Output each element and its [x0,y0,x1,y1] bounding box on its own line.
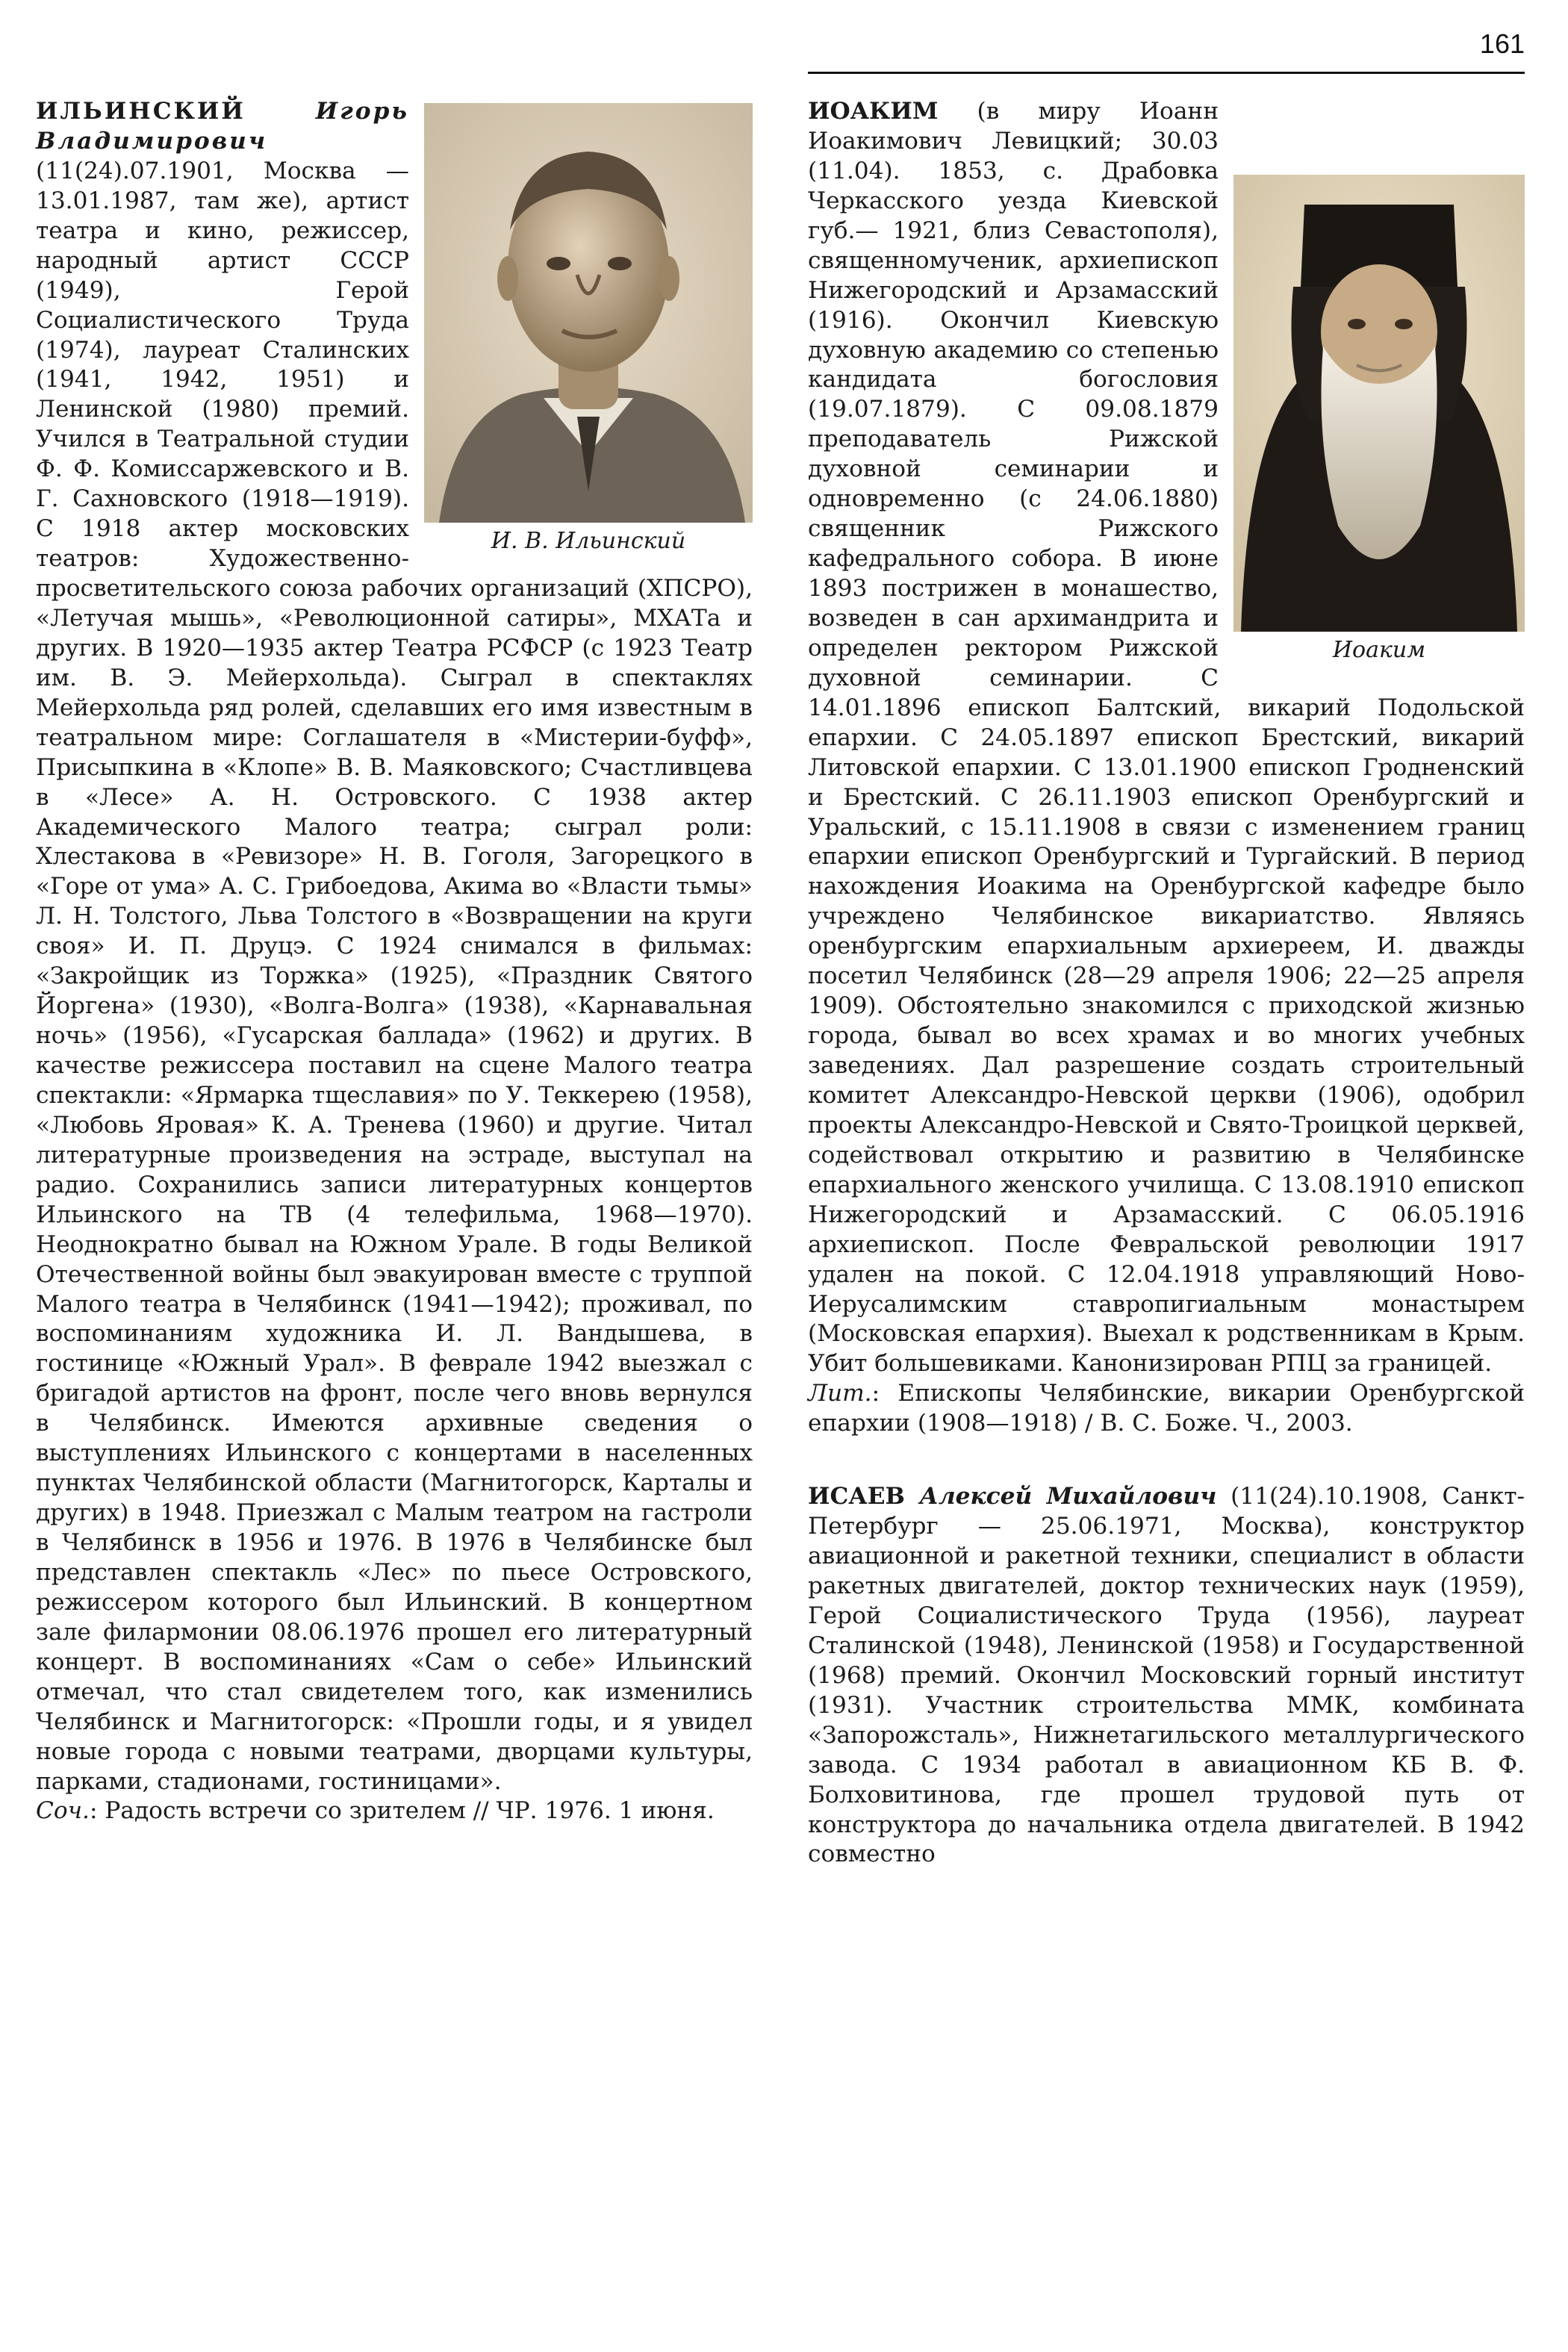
entry-spacer [808,1439,1525,1482]
right-column [808,97,1525,1870]
ilyinsky-surname: ИЛЬИНСКИЙ [36,98,246,125]
isaev-surname: ИСАЕВ [808,1483,905,1511]
isaev-entry [808,1482,1525,1870]
isaev-body: (11(24).10.1908, Санкт-Петербург — 25.06.1971, Москва), конструктор авиационной и ракетной техники, специалист в области ракетных двигателей, доктор технических наук (1959), Герой Социалистического Труда (1956), лауреат Сталинской (1948), Ленинской (1958) и Государственной (1968) премий. Окончил Московский горный институт (1931). Участник строительства ММК, комбината «Запорожсталь», Нижнетагильского металлургического завода. С 1934 работал в авиационном КБ В. Ф. Болховитинова, где прошел трудовой путь от конструктора до начальника отдела двигателей. В 1942 совместно [808,1483,1525,1868]
isaev-headword [808,1483,1216,1510]
ioakim-literature [808,1379,1525,1439]
ioakim-photo-caption: Иоаким [1332,637,1426,663]
ilyinsky-works [36,1796,753,1826]
page-number: 161 [1479,28,1525,59]
ilyinsky-photo-figure [424,103,753,556]
ilyinsky-works-label: Соч. [36,1797,90,1825]
left-column [36,97,753,1826]
ioakim-portrait-photo [1233,175,1525,632]
ioakim-body: (в миру Иоанн Иоакимович Левицкий; 30.03 (11.04). 1853, с. Драбовка Черкасского уезда Киевской губ.— 1921, близ Севастополя), священномученик, архиепископ Нижегородский и Арзамасский (1916). Окончил Киевскую духовную академию со степенью кандидата богословия (19.07.1879). С 09.08.1879 преподаватель Рижской духовной семинарии и одновременно (с 24.06.1880) священник Рижского кафедрального собора. В июне 1893 пострижен в монашество, возведен в сан архимандрита и определен ректором Рижской духовной семинарии. С 14.01.1896 епископ Балтский, викарий Подольской епархии. С 24.05.1897 епископ Брестский, викарий Литовской епархии. С 13.01.1900 епископ Гродненский и Брестский. С 26.11.1903 епископ Оренбургский и Уральский, с 15.11.1908 в связи с изменением границ епархии епископ Оренбургский и Тургайский. В период нахождения Иоакима на Оренбургской кафедре было учреждено Челябинское викариатство. Являясь оренбургским епархиальным архиереем, И. дважды посетил Челябинск (28—29 апреля 1906; 22—25 апреля 1909). Обстоятельно знакомился с приходской жизнью города, бывал во всех храмах и во многих учебных заведениях. Дал разрешение создать строительный комитет Александро-Невской церкви (1906), одобрил проекты Александро-Невской и Свято-Троицкой церквей, содействовал открытию и развитию в Челябинске епархиального женского училища. С 13.08.1910 епископ Нижегородский и Арзамасский. С 06.05.1916 архиепископ. После Февральской революции 1917 удален на покой. С 12.04.1918 управляющий Ново-Иерусалимским ставропигиальным монастырем (Московская епархия). Выехал к родственникам в Крым. Убит большевиками. Канонизирован РПЦ за границей. [808,98,1525,1378]
ioakim-photo-figure [1233,175,1525,665]
ilyinsky-portrait-photo [424,103,753,523]
ioakim-lit-text: : Епископы Челябинские, викарии Оренбургской епархии (1908—1918) / В. С. Боже. Ч., 2003. [808,1380,1525,1437]
isaev-given-name: Алексей Михайлович [919,1483,1217,1511]
ilyinsky-body: (11(24).07.1901, Москва — 13.01.1987, там же), артист театра и кино, режиссер, народный артист СССР (1949), Герой Социалистического Труда (1974), лауреат Сталинских (1941, 1942, 1951) и Ленинской (1980) премий. Учился в Театральной студии Ф. Ф. Комиссаржевского и В. Г. Сахновского (1918—1919). С 1918 актер московских театров: Художественно-просветительского союза рабочих организаций (ХПСРО), «Летучая мышь», «Революционной сатиры», МХАТа и других. В 1920—1935 актер Театра РСФСР (с 1923 Театр им. В. Э. Мейерхольда). Сыграл в спектаклях Мейерхольда ряд ролей, сделавших его имя известным в театральном мире: Соглашателя в «Мистерии-буфф», Присыпкина в «Клопе» В. В. Маяковского; Счастливцева в «Лесе» А. Н. Островского. С 1938 актер Академического Малого театра; сыграл роли: Хлестакова в «Ревизоре» Н. В. Гоголя, Загорецкого в «Горе от ума» А. С. Грибоедова, Акима во «Власти тьмы» Л. Н. Толстого, Льва Толстого в «Возвращении на круги своя» И. П. Друцэ. С 1924 снимался в фильмах: «Закройщик из Торжка» (1925), «Праздник Святого Йоргена» (1930), «Волга-Волга» (1938), «Карнавальная ночь» (1956), «Гусарская баллада» (1962) и других. В качестве режиссера поставил на сцене Малого театра спектакли: «Ярмарка тщеславия» по У. Теккерею (1958), «Любовь Яровая» К. А. Тренева (1960) и другие. Читал литературные произведения на эстраде, выступал на радио. Сохранились записи литературных концертов Ильинского на ТВ (4 телефильма, 1968—1970). Неоднократно бывал на Южном Урале. В годы Великой Отечественной войны был эвакуирован вместе с труппой Малого театра в Челябинск (1941—1942); проживал, по воспоминаниям художника И. Л. Вандышева, в гостинице «Южный Урал». В феврале 1942 выезжал с бригадой артистов на фронт, после чего вновь вернулся в Челябинск. Имеются архивные сведения о выступлениях Ильинского с концертами в населенных пунктах Челябинской области (Магнитогорск, Карталы и других) в 1948. Приезжал с Малым театром на гастроли в Челябинск в 1956 и 1976. В 1976 в Челябинске был представлен спектакль «Лес» по пьесе Островского, режиссером которого был Ильинский. В концертном зале филармонии 08.06.1976 прошел его литературный концерт. В воспоминаниях «Сам о себе» Ильинский отмечал, что стал свидетелем того, как изменились Челябинск и Магнитогорск: «Прошли годы, и я увидел новые города с новыми театрами, дворцами культуры, парками, стадионами, гостиницами». [36,157,753,1795]
ioakim-lit-label: Лит. [808,1380,872,1407]
ilyinsky-given-name: Игорь Владимирович [36,98,409,155]
ilyinsky-photo-caption: И. В. Ильинский [491,528,686,554]
ilyinsky-works-text: : Радость встречи со зрителем // ЧР. 1976. 1 июня. [89,1797,715,1825]
ioakim-headword: ИОАКИМ [808,98,939,125]
header-rule [808,72,1525,74]
ilyinsky-headword [36,98,409,155]
